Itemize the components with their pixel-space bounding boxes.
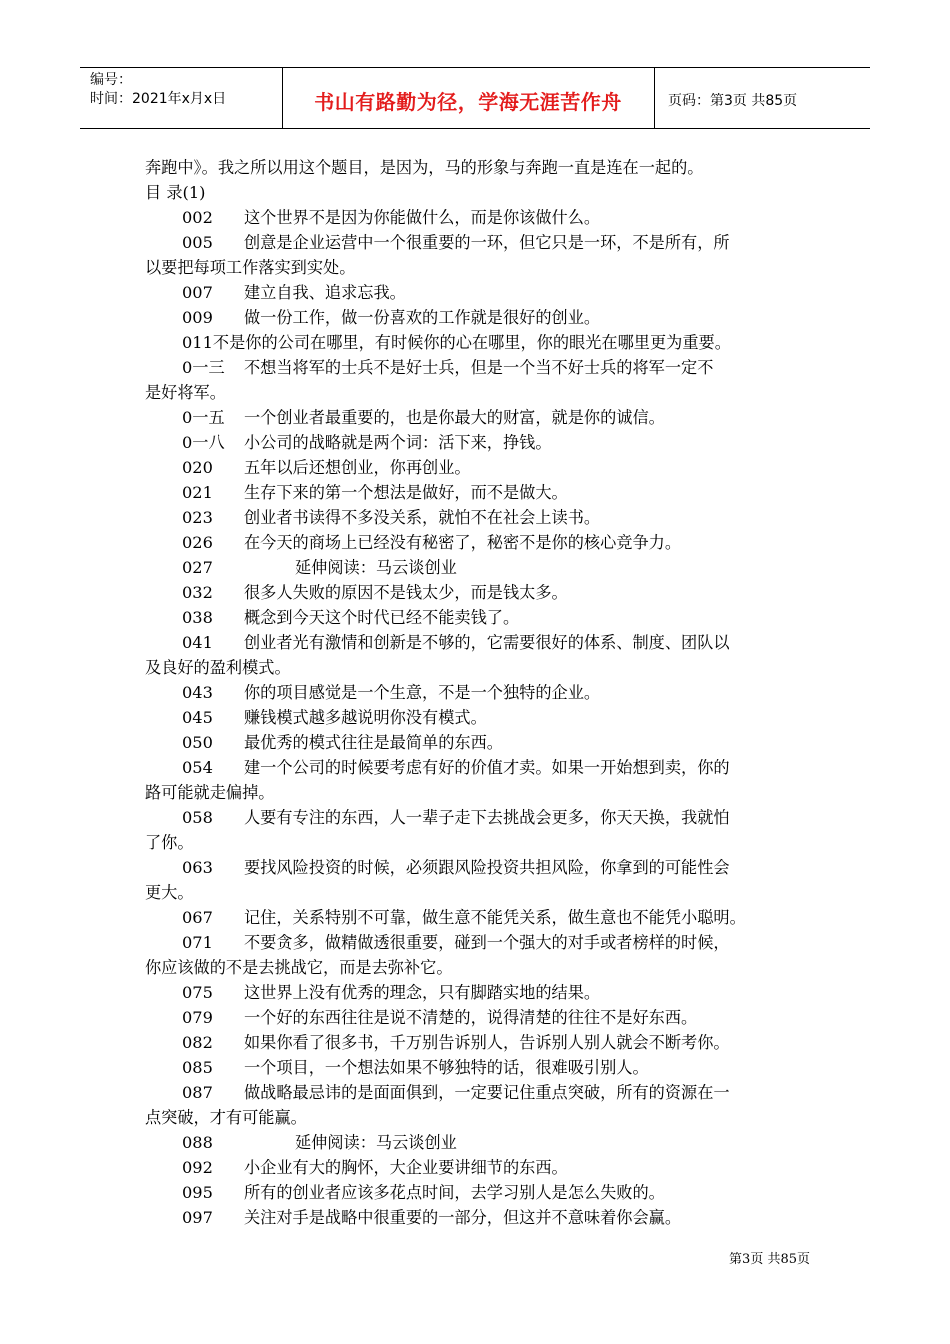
toc-entry-page-number: 097: [182, 1208, 213, 1227]
toc-entry-text: 小企业有大的胸怀，大企业要讲细节的东西。: [244, 1158, 568, 1177]
toc-entry: [145, 980, 810, 1005]
toc-entry: [145, 930, 810, 955]
toc-entry-text: 延伸阅读：马云谈创业: [295, 558, 457, 577]
toc-entry-page-number: 007: [182, 283, 213, 302]
toc-entry-text: 一个创业者最重要的，也是你最大的财富，就是你的诚信。: [244, 408, 665, 427]
toc-entry-text: 五年以后还想创业，你再创业。: [244, 458, 471, 477]
toc-entry: [145, 705, 810, 730]
toc-entry-text: 在今天的商场上已经没有秘密了，秘密不是你的核心竞争力。: [244, 533, 682, 552]
toc-entry-page-number: 021: [182, 483, 213, 502]
toc-entry-page-number: 054: [182, 758, 213, 777]
toc-entry-text: 所有的创业者应该多花点时间，去学习别人是怎么失败的。: [244, 1183, 665, 1202]
toc-entry-page-number: 0一五: [182, 408, 225, 427]
toc-entry-text: 建立自我、追求忘我。: [244, 283, 406, 302]
toc-entry-page-number: 0一三: [182, 358, 225, 377]
toc-entry-page-number: 038: [182, 608, 213, 627]
toc-entry: [145, 280, 810, 305]
toc-entry-page-number: 063: [182, 858, 213, 877]
toc-entry-page-number: 071: [182, 933, 213, 952]
toc-entry: [145, 755, 810, 780]
toc-entry-text: 延伸阅读：马云谈创业: [295, 1133, 457, 1152]
toc-entry-text: 不要贪多，做精做透很重要，碰到一个强大的对手或者榜样的时候，: [244, 933, 730, 952]
toc-entry-continuation-text: 你应该做的不是去挑战它，而是去弥补它。: [145, 958, 453, 977]
toc-entry: [145, 1030, 810, 1055]
toc-entry-page-number: 095: [182, 1183, 213, 1202]
toc-entry-continuation-text: 点突破，才有可能赢。: [145, 1108, 307, 1127]
page-footer: 第3页 共85页: [729, 1252, 810, 1267]
toc-entry-continuation: [145, 955, 810, 980]
toc-entry: [145, 305, 810, 330]
toc-entry-text: 一个好的东西往往是说不清楚的，说得清楚的往往不是好东西。: [244, 1008, 698, 1027]
toc-entry-text: 你的项目感觉是一个生意，不是一个独特的企业。: [244, 683, 601, 702]
toc-entry-text: 创业者书读得不多没关系，就怕不在社会上读书。: [244, 508, 601, 527]
toc-entry-text: 小公司的战略就是两个词：活下来，挣钱。: [244, 433, 552, 452]
toc-entry-continuation: [145, 880, 810, 905]
toc-entry-continuation-text: 了你。: [145, 833, 194, 852]
toc-entry-continuation: [145, 655, 810, 680]
toc-entry-text: 011不是你的公司在哪里，有时候你的心在哪里，你的眼光在哪里更为重要。: [182, 333, 731, 352]
toc-entry-text: 最优秀的模式往往是最简单的东西。: [244, 733, 503, 752]
toc-entry: [145, 1130, 810, 1155]
toc-entry-page-number: 050: [182, 733, 213, 752]
toc-entry-text: 创业者光有激情和创新是不够的，它需要很好的体系、制度、团队以: [244, 633, 730, 652]
toc-entry-page-number: 0一八: [182, 433, 225, 452]
toc-entry-page-number: 043: [182, 683, 213, 702]
toc-entry-page-number: 026: [182, 533, 213, 552]
toc-entry-continuation-text: 及良好的盈利模式。: [145, 658, 291, 677]
toc-entry: [145, 905, 810, 930]
toc-entry-text: 不想当将军的士兵不是好士兵，但是一个当不好士兵的将军一定不: [244, 358, 714, 377]
toc-entry: [145, 1055, 810, 1080]
header-page-number: 页码：第3页 共85页: [668, 93, 798, 109]
toc-entry-text: 创意是企业运营中一个很重要的一环，但它只是一环，不是所有，所: [244, 233, 730, 252]
intro-text: 奔跑中》。我之所以用这个题目，是因为，马的形象与奔跑一直是连在一起的。: [145, 158, 704, 177]
toc-title: 目 录(1): [145, 183, 206, 202]
toc-entry: [145, 455, 810, 480]
toc-entry-continuation: [145, 830, 810, 855]
toc-entry-text: 要找风险投资的时候，必须跟风险投资共担风险，你拿到的可能性会: [244, 858, 730, 877]
toc-entry-text: 赚钱模式越多越说明你没有模式。: [244, 708, 487, 727]
document-body: [145, 155, 810, 1230]
toc-entry-page-number: 079: [182, 1008, 213, 1027]
toc-entry: [145, 530, 810, 555]
toc-entry-page-number: 005: [182, 233, 213, 252]
toc-entry-page-number: 041: [182, 633, 213, 652]
toc-entry-text: 人要有专注的东西，人一辈子走下去挑战会更多，你天天换，我就怕: [244, 808, 730, 827]
document-number-label: 编号：: [90, 72, 132, 88]
toc-entry-text: 这世界上没有优秀的理念，只有脚踏实地的结果。: [244, 983, 601, 1002]
intro-line: [145, 155, 810, 180]
toc-entry-page-number: 088: [182, 1133, 213, 1152]
toc-entry-continuation-text: 是好将军。: [145, 383, 226, 402]
toc-entry-page-number: 092: [182, 1158, 213, 1177]
toc-entry: [145, 805, 810, 830]
toc-entry-page-number: 085: [182, 1058, 213, 1077]
toc-entry: [145, 680, 810, 705]
toc-entry-continuation-text: 以要把每项工作落实到实处。: [145, 258, 356, 277]
toc-title-line: [145, 180, 810, 205]
toc-entry-text: 建一个公司的时候要考虑有好的价值才卖。如果一开始想到卖，你的: [244, 758, 730, 777]
toc-entry-page-number: 082: [182, 1033, 213, 1052]
toc-entry-continuation-text: 路可能就走偏掉。: [145, 783, 275, 802]
toc-entry-page-number: 058: [182, 808, 213, 827]
toc-entry-text: 生存下来的第一个想法是做好，而不是做大。: [244, 483, 568, 502]
toc-entry-text: 关注对手是战略中很重要的一部分，但这并不意味着你会赢。: [244, 1208, 682, 1227]
page-header: [80, 67, 870, 129]
toc-entry: [145, 355, 810, 380]
toc-entry: [145, 1080, 810, 1105]
toc-entry: [145, 630, 810, 655]
toc-entry: [145, 230, 810, 255]
toc-entry: [145, 505, 810, 530]
toc-entry-page-number: 009: [182, 308, 213, 327]
toc-entry: [145, 330, 810, 355]
toc-entry-text: 记住，关系特别不可靠，做生意不能凭关系，做生意也不能凭小聪明。: [244, 908, 746, 927]
toc-entry-text: 一个项目，一个想法如果不够独特的话，很难吸引别人。: [244, 1058, 649, 1077]
toc-entry-text: 这个世界不是因为你能做什么，而是你该做什么。: [244, 208, 601, 227]
header-meta: [90, 71, 280, 109]
toc-entry: [145, 1205, 810, 1230]
toc-entry-page-number: 045: [182, 708, 213, 727]
toc-entry-page-number: 027: [182, 558, 213, 577]
toc-entry: [145, 1005, 810, 1030]
toc-entry: [145, 605, 810, 630]
toc-entry-text: 概念到今天这个时代已经不能卖钱了。: [244, 608, 520, 627]
toc-entry-text: 如果你看了很多书，千万别告诉别人，告诉别人别人就会不断考你。: [244, 1033, 730, 1052]
toc-entry-page-number: 032: [182, 583, 213, 602]
toc-entry: [145, 1180, 810, 1205]
header-motto: 书山有路勤为径，学海无涯苦作舟: [314, 90, 622, 114]
toc-entry-page-number: 067: [182, 908, 213, 927]
toc-entry: [145, 1155, 810, 1180]
header-divider: [654, 68, 655, 128]
toc-entry: [145, 555, 810, 580]
toc-entry-text: 很多人失败的原因不是钱太少，而是钱太多。: [244, 583, 568, 602]
toc-entry-text: 做一份工作，做一份喜欢的工作就是很好的创业。: [244, 308, 601, 327]
toc-entry: [145, 430, 810, 455]
toc-entry: [145, 205, 810, 230]
toc-entry-page-number: 023: [182, 508, 213, 527]
toc-entry: [145, 580, 810, 605]
toc-entry-page-number: 002: [182, 208, 213, 227]
toc-entries: [145, 205, 810, 1230]
document-time-label: 时间：2021年x月x日: [90, 91, 227, 107]
toc-entry: [145, 480, 810, 505]
toc-entry-continuation: [145, 1105, 810, 1130]
toc-entry-page-number: 075: [182, 983, 213, 1002]
toc-entry-continuation: [145, 780, 810, 805]
toc-entry-text: 做战略最忌讳的是面面俱到，一定要记住重点突破，所有的资源在一: [244, 1083, 730, 1102]
toc-entry-page-number: 020: [182, 458, 213, 477]
toc-entry-continuation: [145, 380, 810, 405]
toc-entry-page-number: 087: [182, 1083, 213, 1102]
toc-entry-continuation: [145, 255, 810, 280]
toc-entry: [145, 405, 810, 430]
toc-entry-continuation-text: 更大。: [145, 883, 194, 902]
toc-entry: [145, 855, 810, 880]
toc-entry: [145, 730, 810, 755]
